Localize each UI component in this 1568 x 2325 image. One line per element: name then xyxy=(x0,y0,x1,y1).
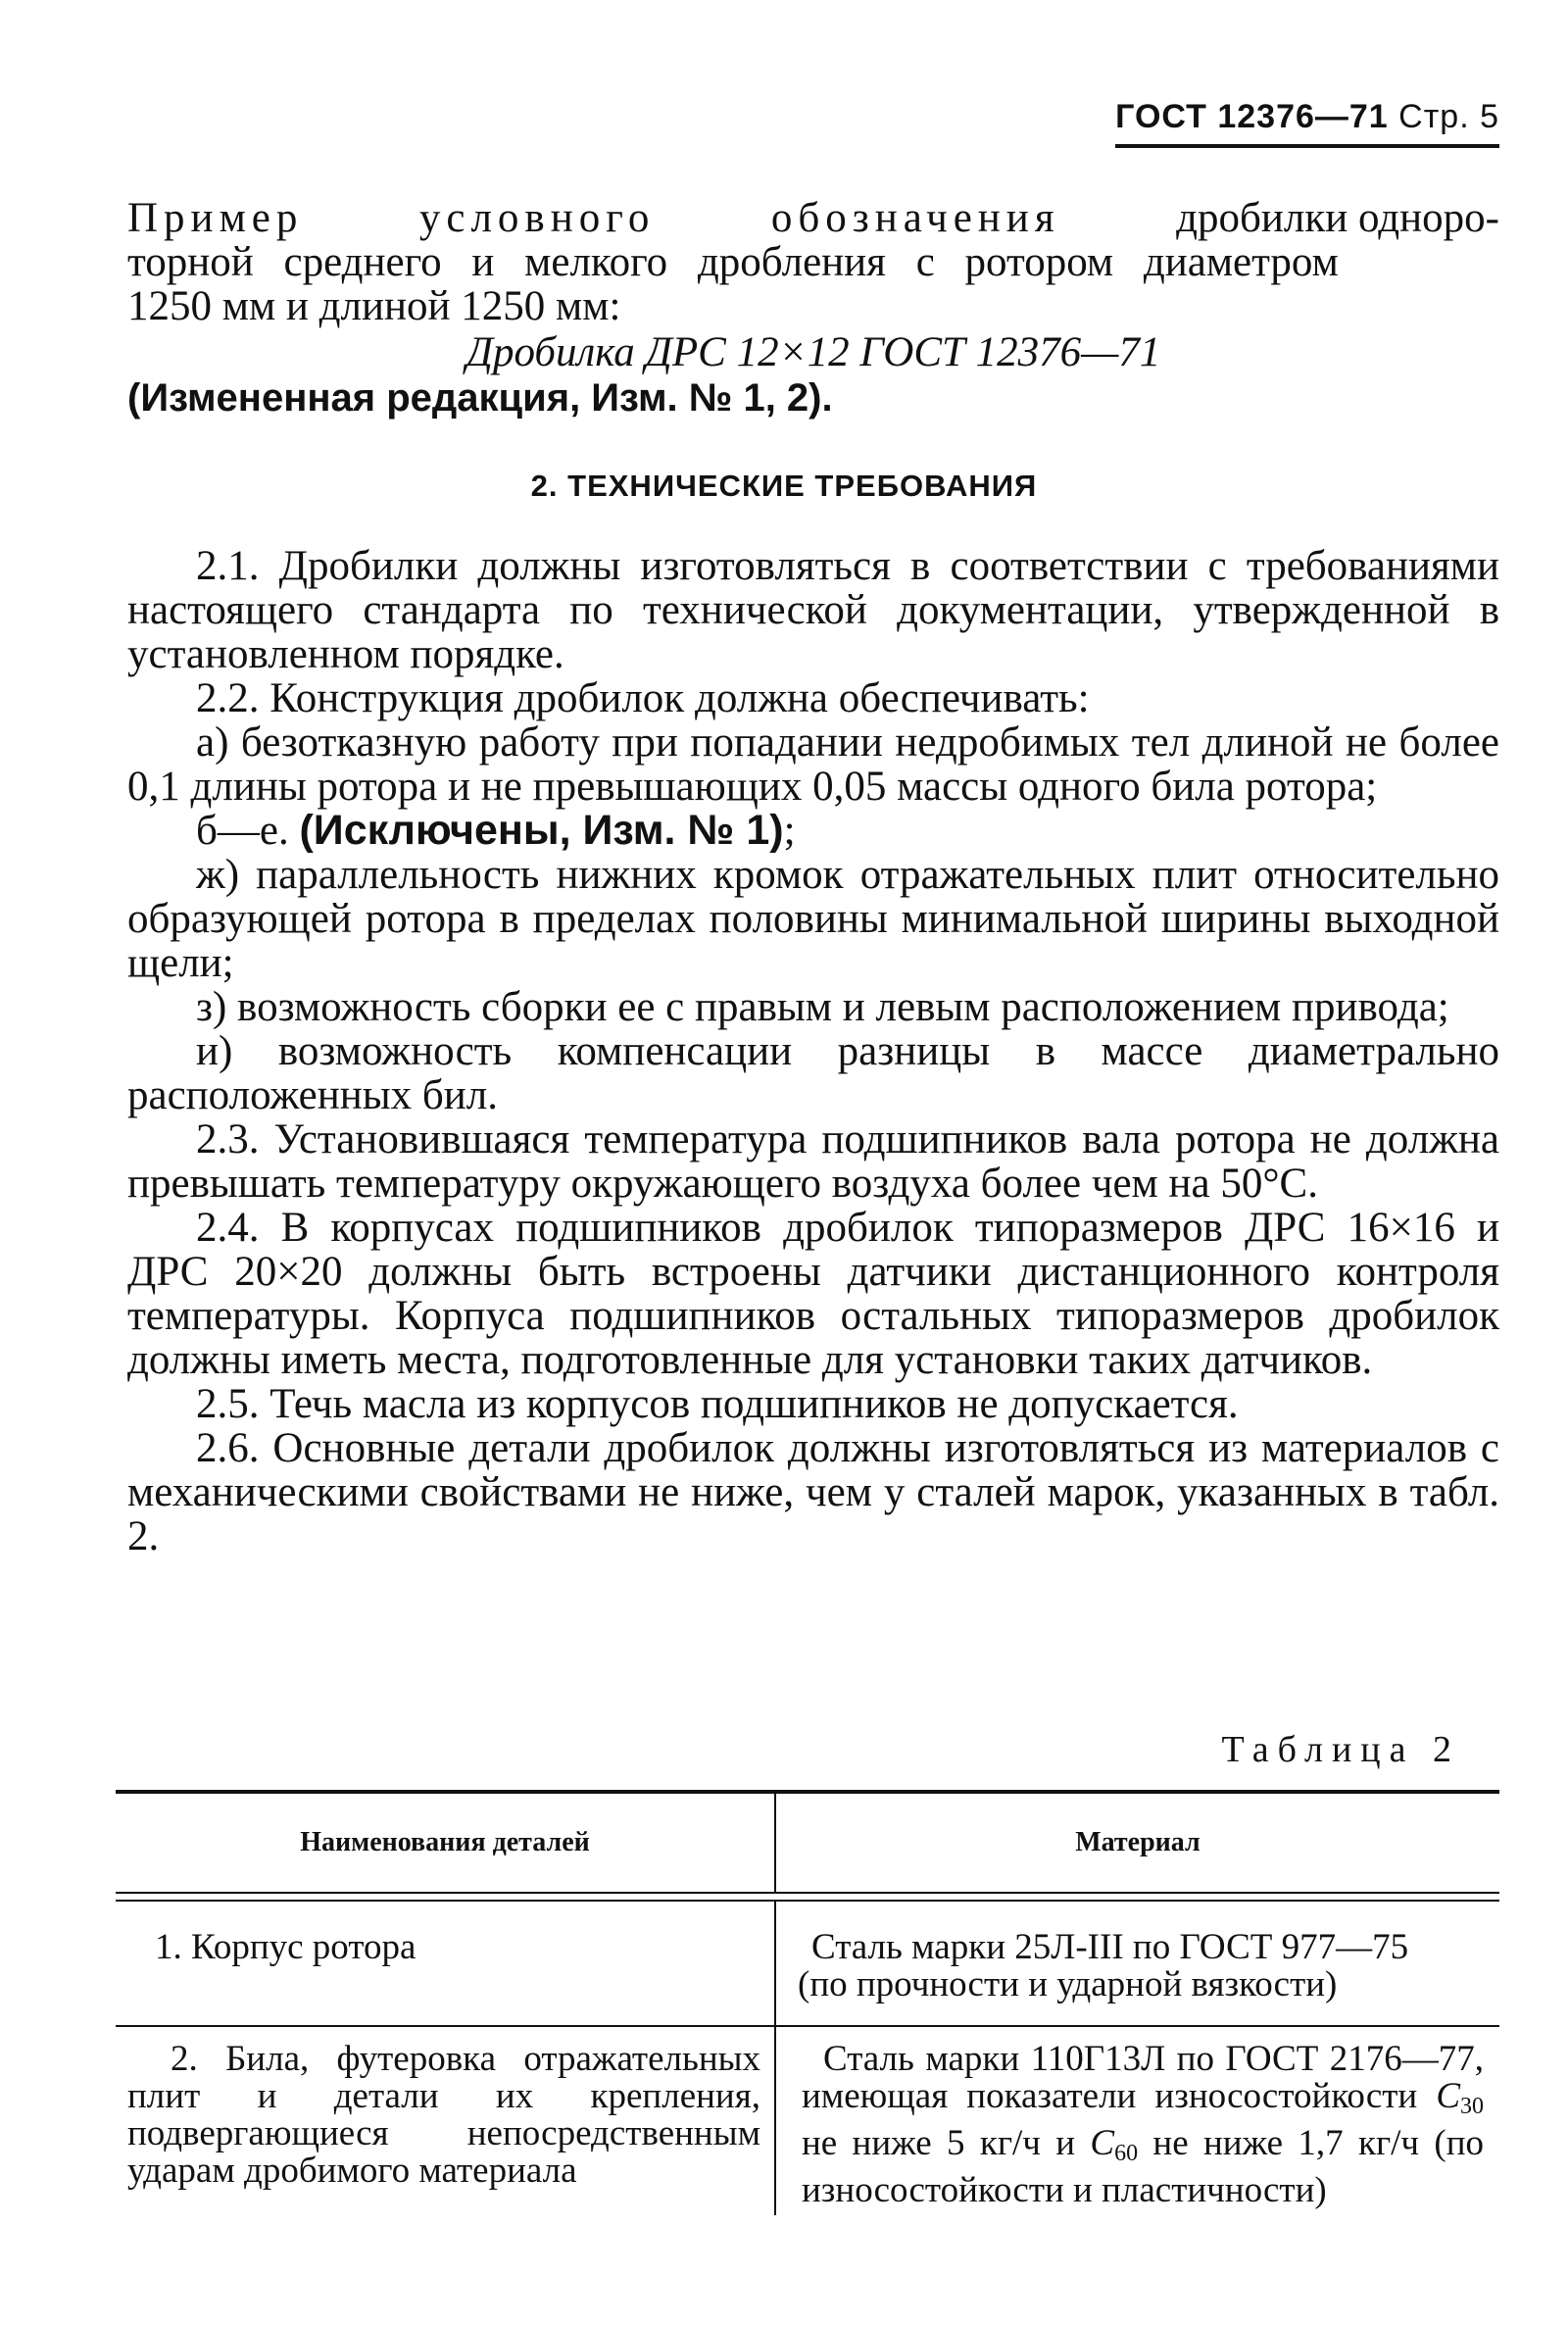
edit-note: (Измененная редакция, Изм. № 1, 2). xyxy=(127,376,833,420)
material-cell: Сталь марки 25Л-III по ГОСТ 977—75 (по прочности и ударной вязкости) xyxy=(774,1902,1499,2025)
table-header-rule xyxy=(116,1892,1499,1902)
page-header xyxy=(1115,98,1499,148)
part-name-cell: 2. Била, футеровка отражательных плит и детали их крепления, подвергающиеся непосредственным ударам дробимого материала xyxy=(127,2039,760,2191)
item-i: и) возможность компенсации разницы в массе диаметрально расположенных бил. xyxy=(127,1028,1499,1118)
paragraph-2-1: 2.1. Дробилки должны изготовляться в соответствии с требованиями настоящего стандарта по технической документации, утвержденной в установленном порядке. xyxy=(127,543,1499,677)
item-zh: ж) параллельность нижних кромок отражательных плит относительно образующей ротора в пределах половины минимальной ширины выходной щели; xyxy=(127,852,1499,986)
item-z: з) возможность сборки ее с правым и левым расположением привода; xyxy=(196,984,1449,1030)
intro-line-3: 1250 мм и длиной 1250 мм: xyxy=(127,283,621,329)
section-title: 2. ТЕХНИЧЕСКИЕ ТРЕБОВАНИЯ xyxy=(530,469,1038,503)
table-header-row xyxy=(116,1794,1499,1892)
page-number: Стр. 5 xyxy=(1398,98,1499,135)
paragraph-2-3: 2.3. Установившаяся температура подшипников вала ротора не должна превышать температуру окружающего воздуха более чем на 50°С. xyxy=(127,1116,1499,1207)
column-header-parts: Наименования деталей xyxy=(300,1827,590,1857)
intro-line-2: торной среднего и мелкого дробления с ротором диаметром xyxy=(127,239,1339,285)
standard-number: ГОСТ 12376—71 xyxy=(1115,98,1389,135)
table-row xyxy=(116,1902,1499,2025)
designation-example: Дробилка ДРС 12×12 ГОСТ 12376—71 xyxy=(466,329,1161,375)
paragraph-2-6: 2.6. Основные детали дробилок должны изготовляться из материалов с механическими свойствами не ниже, чем у сталей марок, указанных в табл. 2. xyxy=(127,1425,1499,1559)
requirements-text xyxy=(127,544,1499,1558)
part-name-cell: 1. Корпус ротора xyxy=(155,1927,416,1967)
paragraph-2-4: 2.4. В корпусах подшипников дробилок типоразмеров ДРС 16×16 и ДРС 20×20 должны быть встроены датчики дистанционного контроля температуры. Корпуса подшипников остальных типоразмеров дробилок должны иметь места, подготовленные для установки таких датчиков. xyxy=(127,1205,1499,1383)
materials-table xyxy=(116,1790,1499,2215)
designation-example-block xyxy=(127,196,1499,420)
item-b-e: б—е. (Исключены, Изм. № 1); xyxy=(196,807,796,854)
paragraph-2-2: 2.2. Конструкция дробилок должна обеспечивать: xyxy=(196,675,1090,721)
paragraph-2-5: 2.5. Течь масла из корпусов подшипников не допускается. xyxy=(196,1381,1239,1427)
item-a: а) безотказную работу при попадании недробимых тел длиной не более 0,1 длины ротора и не превышающих 0,05 массы одного била ротора; xyxy=(127,719,1499,810)
table-caption: Таблица 2 xyxy=(1221,1729,1460,1770)
table-row xyxy=(116,2027,1499,2215)
material-cell: Сталь марки 110Г13Л по ГОСТ 2176—77, имеющая показатели износостойкости $С_{30}$ не ниже 5 кг/ч и $С_{60}$ не ниже 1,7 кг/ч (по износостойкости и пластичности) xyxy=(774,2027,1499,2215)
intro-line-1: Пример условного обозначения дробилки одноро- xyxy=(127,195,1499,241)
column-header-material: Материал xyxy=(774,1794,1499,1892)
